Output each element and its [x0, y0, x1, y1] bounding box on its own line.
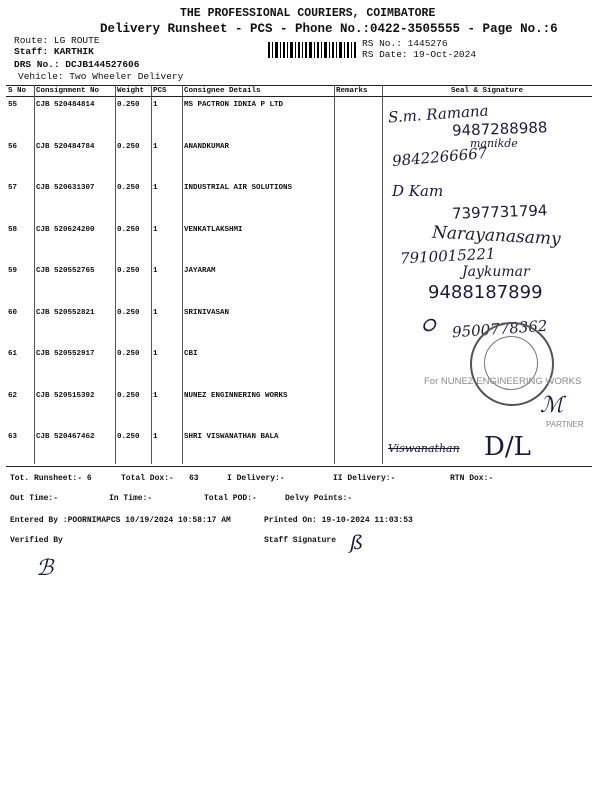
signature-56: manikde [470, 137, 518, 150]
pcs: 1 [153, 350, 158, 358]
weight: 0.250 [117, 184, 140, 192]
table-divider [151, 85, 152, 464]
phone-58: 7910015221 [399, 244, 496, 268]
phone-57: 7397731794 [451, 201, 548, 223]
phone-56: 9842266667 [391, 143, 489, 171]
table-divider [34, 85, 35, 464]
signature-55: S.m. Ramana [387, 101, 490, 127]
remarks [334, 139, 382, 181]
consignee: VENKATLAKSHMI [184, 225, 243, 234]
consignment-no: CJB 520467462 [36, 433, 95, 441]
pcs: 1 [153, 433, 158, 441]
col-sno: S No [6, 86, 34, 97]
sno: 57 [8, 184, 18, 192]
weight: 0.250 [117, 308, 140, 317]
total-dox-value: 63 [189, 474, 199, 483]
rs-no: RS No.: 1445276 [362, 38, 448, 49]
rs-date: RS Date: 19-Oct-2024 [362, 49, 477, 60]
signature-62: ℳ [540, 393, 564, 418]
sno: 58 [8, 225, 18, 234]
pcs: 1 [153, 225, 158, 234]
verifier-signature-mark: ℬ [36, 556, 54, 581]
table-divider [115, 85, 116, 464]
out-time: Out Time:- [10, 494, 59, 503]
consignment-no: CJB 520624200 [36, 225, 95, 234]
sno: 60 [8, 308, 18, 317]
consignee: SHRI VISWANATHAN BALA [184, 433, 279, 441]
col-pcs: PCS [151, 86, 182, 97]
delvy-points: Delvy Points:- [285, 494, 353, 503]
barcode [268, 42, 356, 58]
consignee: SRINIVASAN [184, 308, 230, 317]
pcs: 1 [153, 184, 158, 192]
remarks [334, 180, 382, 222]
consignment-no: CJB 520552821 [36, 308, 95, 317]
phone-59: 9488187899 [428, 282, 543, 303]
staff-signature-label: Staff Signature [264, 536, 337, 545]
weight: 0.250 [117, 142, 140, 151]
pcs: 1 [153, 267, 158, 275]
consignment-no: CJB 520515392 [36, 391, 95, 400]
consignee: NUNEZ ENGINNERING WORKS [184, 391, 288, 400]
ii-delivery: II Delivery:- [333, 474, 396, 483]
table-divider [382, 85, 383, 464]
pcs: 1 [153, 391, 158, 400]
consignment-no: CJB 520484814 [36, 101, 95, 109]
phone-55: 9487288988 [451, 118, 548, 140]
sno: 59 [8, 267, 18, 275]
remarks [334, 222, 382, 264]
consignee: ANANDKUMAR [184, 142, 230, 151]
consignment-no: CJB 520484784 [36, 142, 95, 151]
remarks [334, 305, 382, 347]
weight: 0.250 [117, 433, 140, 441]
rtn-dox: RTN Dox:- [450, 474, 494, 483]
table-divider [334, 85, 335, 464]
signature-58: Narayanasamy [431, 222, 562, 250]
vehicle: Vehicle: Two Wheeler Delivery [18, 71, 184, 82]
remarks [334, 429, 382, 471]
table-bottom-rule [6, 466, 592, 467]
pcs: 1 [153, 308, 158, 317]
staff: Staff: KARTHIK [14, 46, 94, 57]
consignment-no: CJB 520631307 [36, 184, 95, 192]
col-consignee: Consignee Details [182, 86, 334, 97]
col-weight: Weight [115, 86, 151, 97]
table-header [6, 86, 592, 97]
pcs: 1 [153, 101, 158, 109]
consignee: CBI [184, 350, 198, 358]
staff-signature-mark: ß [350, 530, 364, 554]
weight: 0.250 [117, 267, 140, 275]
col-seal-signature: Seal & Signature [382, 86, 592, 97]
runsheet-subtitle: Delivery Runsheet - PCS - Phone No.:0422-3505555 - Page No.:6 [100, 22, 558, 36]
table-divider [182, 85, 183, 464]
verified-by: Verified By [10, 536, 63, 545]
signature-63: Viswanathan [388, 442, 460, 455]
remarks [334, 263, 382, 305]
consignment-no: CJB 520552765 [36, 267, 95, 275]
signature-60: ഠ [420, 312, 435, 337]
consignment-no: CJB 520552917 [36, 350, 95, 358]
drs-no: DRS No.: DCJB144527606 [14, 59, 140, 70]
weight: 0.250 [117, 225, 140, 234]
weight: 0.250 [117, 101, 140, 109]
route: Route: LG ROUTE [14, 35, 100, 46]
stamp-partner: PARTNER [546, 420, 584, 429]
consignee: JAYARAM [184, 267, 216, 275]
remarks [334, 388, 382, 430]
i-delivery: I Delivery:- [227, 474, 285, 483]
total-dox-label: Total Dox:- [121, 474, 174, 483]
remarks [334, 97, 382, 139]
tot-runsheet: Tot. Runsheet:- 6 [10, 474, 92, 483]
entered-by: Entered By :POORNIMAPCS 10/19/2024 10:58:17 AM [10, 516, 231, 525]
sno: 63 [8, 433, 18, 441]
sno: 56 [8, 142, 18, 151]
total-pod: Total POD:- [204, 494, 257, 503]
consignee: MS PACTRON IDNIA P LTD [184, 101, 284, 109]
weight: 0.250 [117, 391, 140, 400]
stamp-company-text: For NUNEZ ENGINEERING WORKS [424, 376, 582, 387]
signature-57: D Kam [392, 182, 444, 200]
mark-63: D/L [484, 432, 531, 462]
printed-on: Printed On: 19-10-2024 11:03:53 [264, 516, 413, 525]
phone-60: 9500778362 [451, 316, 548, 342]
company-title: THE PROFESSIONAL COURIERS, COIMBATORE [180, 7, 436, 20]
signature-59: Jaykumar [462, 264, 530, 280]
col-remarks: Remarks [334, 86, 382, 97]
sno: 55 [8, 101, 18, 109]
consignee: INDUSTRIAL AIR SOLUTIONS [184, 184, 293, 192]
pcs: 1 [153, 142, 158, 151]
remarks [334, 346, 382, 388]
sno: 61 [8, 350, 18, 358]
weight: 0.250 [117, 350, 140, 358]
col-consignment-no: Consignment No [34, 86, 115, 97]
in-time: In Time:- [109, 494, 153, 503]
sno: 62 [8, 391, 18, 400]
